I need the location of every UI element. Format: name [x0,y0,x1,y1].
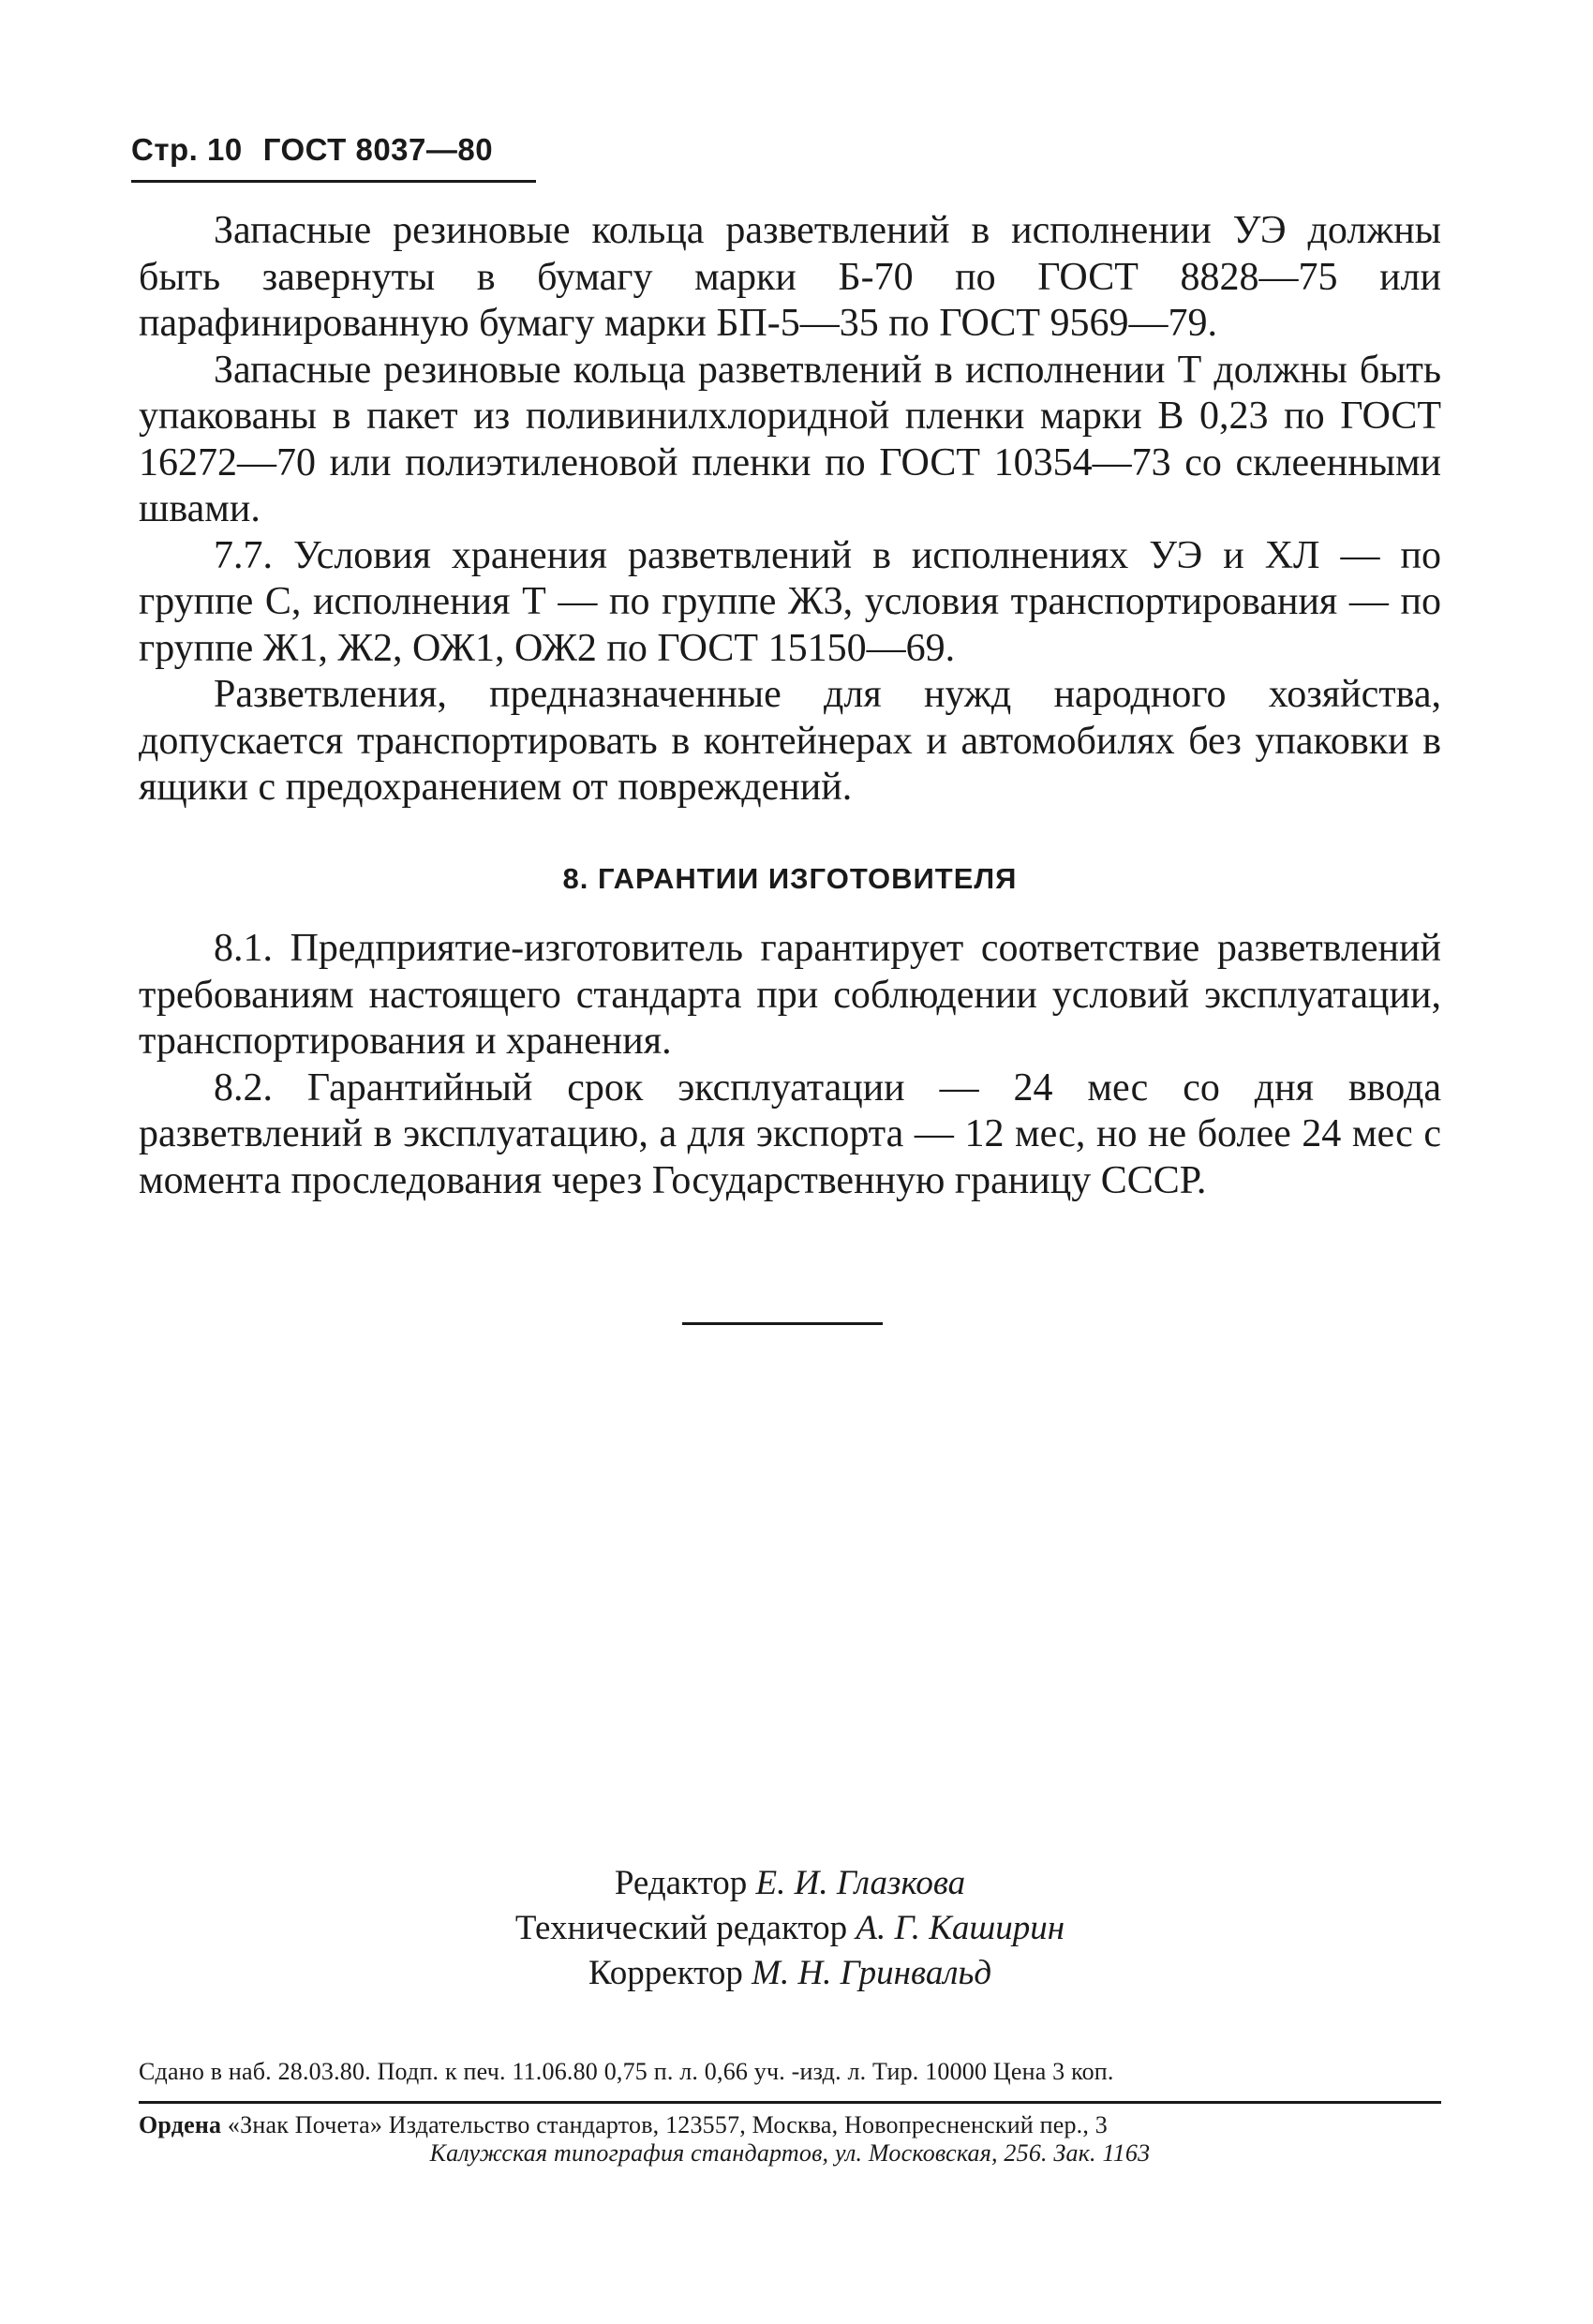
printer-line: Калужская типография стандартов, ул. Московская, 256. Зак. 1163 [429,2139,1151,2167]
credit-name: Е. И. Глазкова [755,1864,966,1902]
publisher: «Знак Почета» Издательство стандартов, 123557, Москва, Новопресненский пер., 3 [227,2111,1108,2138]
credit-role: Редактор [614,1864,748,1902]
storage-section [139,208,1441,812]
publisher-prefix: Ордена [139,2111,222,2138]
credit-name: М. Н. Гринвальд [752,1954,992,1992]
paragraph-spare-rings-t: Запасные резиновые кольца разветвлений в исполнении Т должны быть упакованы в пакет из поливинилхлоридной пленки марки В 0,23 по ГОСТ 16272—70 или полиэтиленовой пленки по ГОСТ 10354—73 со склеенными швами. [139,348,1441,530]
publisher-line [139,2112,1441,2138]
credit-proofreader [139,1951,1441,1996]
paragraph-spare-rings-ue: Запасные резиновые кольца разветвлений в исполнении УЭ должны быть завернуты в бумагу марки Б-70 по ГОСТ 8828—75 или парафинированную бумагу марки БП-5—35 по ГОСТ 9569—79. [139,209,1441,345]
credit-editor [139,1861,1441,1906]
warranty-section [139,926,1441,1204]
credits [139,1861,1441,1996]
paragraph-8-2: 8.2. Гарантийный срок эксплуатации — 24 мес со дня ввода разветвлений в эксплуатацию, а для экспорта — 12 мес, но не более 24 мес с момента проследования через Государственную границу СССР. [139,1065,1441,1202]
credit-role: Корректор [588,1954,743,1992]
page-number: Стр. 10 [131,132,243,167]
paragraph-7-7: 7.7. Условия хранения разветвлений в исполнениях УЭ и ХЛ — по группе С, исполнения Т — по группе Ж3, условия транспортирования — по группе Ж1, Ж2, ОЖ1, ОЖ2 по ГОСТ 15150—69. [139,533,1441,670]
credit-name: А. Г. Каширин [856,1909,1065,1947]
paragraph-8-1: 8.1. Предприятие-изготовитель гарантирует соответствие разветвлений требованиям настоящего стандарта при соблюдении условий эксплуатации, транспортирования и хранения. [139,927,1441,1063]
end-divider [682,1322,883,1325]
standard-designation: ГОСТ 8037—80 [262,132,494,167]
imprint-line: Сдано в наб. 28.03.80. Подп. к печ. 11.06.80 0,75 п. л. 0,66 уч. -изд. л. Тир. 10000 Цена 3 коп. [139,2058,1114,2085]
credit-role: Технический редактор [514,1909,848,1947]
section-heading: 8. ГАРАНТИИ ИЗГОТОВИТЕЛЯ [562,862,1018,895]
imprint-divider [139,2101,1441,2104]
page-header [131,131,536,183]
paragraph-transport: Разветвления, предназначенные для нужд народного хозяйства, допускается транспортировать в контейнерах и автомобилях без упаковки в ящики с предохранением от повреждений. [139,673,1441,809]
credit-technical-editor [139,1906,1441,1951]
